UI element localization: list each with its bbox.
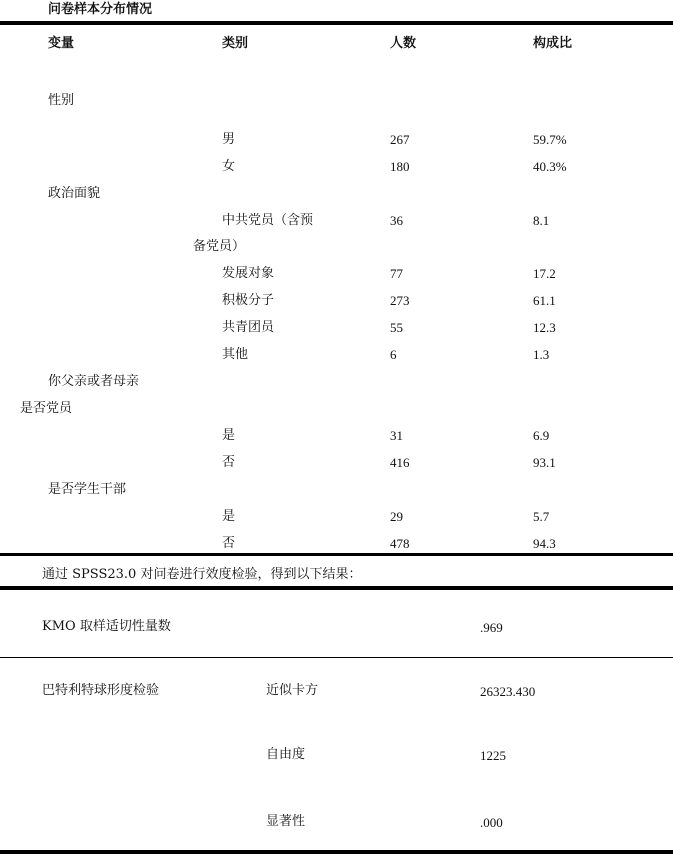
row-category: 中共党员（含预 [222,213,314,228]
row-ratio: 17.2 [533,266,556,281]
row-category: 女 [222,159,236,174]
row-count: 180 [390,159,410,174]
row-count: 6 [390,347,397,362]
row-category-continued: 备党员） [193,239,246,254]
row-ratio: 61.1 [533,293,556,308]
row-category: 男 [222,132,236,147]
row-count: 55 [390,320,403,335]
row-category: 发展对象 [222,266,275,281]
row-category: 是 [222,509,236,524]
bartlett-stat-value: 1225 [480,748,506,763]
row-category: 是 [222,428,236,443]
group-politics-label: 政治面貌 [48,186,101,201]
group-cadre-label: 是否学生干部 [48,482,127,497]
row-count: 416 [390,455,410,470]
kmo-value: .969 [480,620,503,635]
row-ratio: 6.9 [533,428,550,443]
table2-divider-rule [0,657,673,658]
row-ratio: 59.7% [533,132,567,147]
row-ratio: 8.1 [533,213,550,228]
group-gender-label: 性别 [48,93,75,108]
row-count: 478 [390,536,410,551]
bartlett-stat-value: .000 [480,815,503,830]
row-count: 77 [390,266,403,281]
table1-top-rule [0,21,673,25]
row-category: 否 [222,455,236,470]
row-category: 共青团员 [222,320,275,335]
row-ratio: 1.3 [533,347,550,362]
table1-bottom-rule [0,553,673,556]
bartlett-stat-name: 显著性 [266,814,306,829]
header-category: 类别 [222,36,249,51]
row-ratio: 94.3 [533,536,556,551]
bartlett-label: 巴特利特球形度检验 [42,683,160,698]
group-parent-label: 你父亲或者母亲 [48,374,140,389]
validity-intro-text: 通过 SPSS23.0 对问卷进行效度检验，得到以下结果： [42,567,362,582]
row-ratio: 12.3 [533,320,556,335]
row-ratio: 5.7 [533,509,550,524]
row-count: 31 [390,428,403,443]
header-variable: 变量 [48,36,75,51]
row-category: 其他 [222,347,249,362]
bartlett-stat-name: 近似卡方 [266,683,319,698]
header-ratio: 构成比 [533,36,573,51]
table2-top-rule [0,586,673,590]
row-count: 29 [390,509,403,524]
row-count: 36 [390,213,403,228]
row-category: 积极分子 [222,293,275,308]
table2-bottom-rule [0,850,673,854]
row-category: 否 [222,536,236,551]
header-count: 人数 [390,36,417,51]
row-ratio: 93.1 [533,455,556,470]
row-ratio: 40.3% [533,159,567,174]
row-count: 267 [390,132,410,147]
group-parent-label-continued: 是否党员 [20,401,73,416]
page-title: 问卷样本分布情况 [48,2,153,17]
bartlett-stat-value: 26323.430 [480,684,536,699]
row-count: 273 [390,293,410,308]
kmo-label: KMO 取样适切性量数 [42,619,171,634]
bartlett-stat-name: 自由度 [266,747,306,762]
